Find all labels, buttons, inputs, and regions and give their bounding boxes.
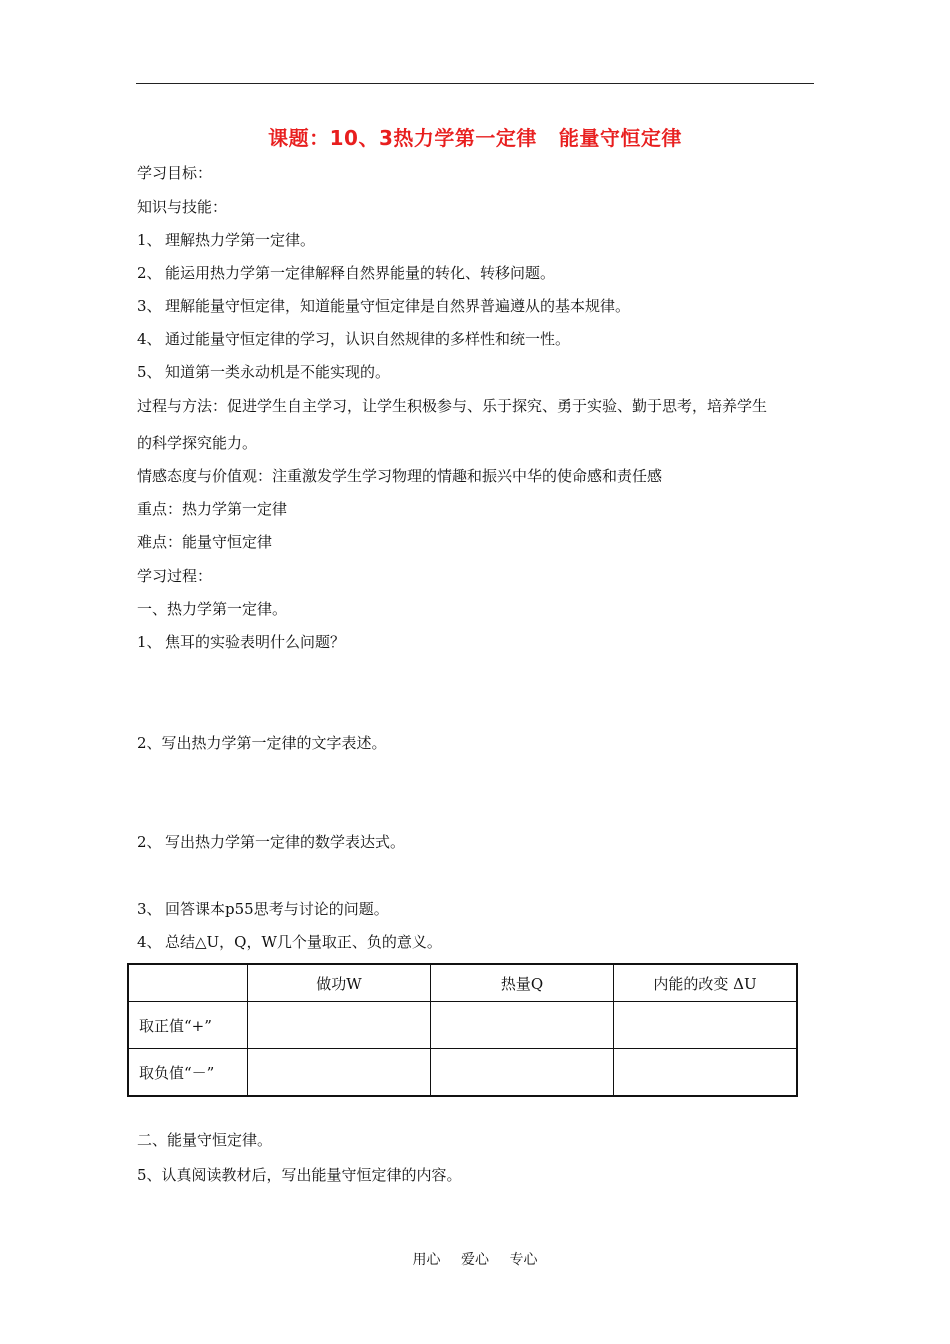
table-header-cell: 做功W xyxy=(248,964,431,1002)
item-text: 总结△U，Q，W几个量取正、负的意义。 xyxy=(165,933,442,951)
knowledge-item-3 xyxy=(137,296,630,316)
knowledge-item-5 xyxy=(137,362,390,382)
item-number: 3、 xyxy=(137,297,162,315)
lesson-title-secondary: 能量守恒定律 xyxy=(558,126,682,150)
knowledge-item-4 xyxy=(137,329,570,349)
item-number: 3、 xyxy=(137,900,162,918)
knowledge-item-2 xyxy=(137,263,555,283)
table-header-row xyxy=(128,964,797,1002)
table-header-cell: 热量Q xyxy=(431,964,614,1002)
section-heading-1: 一、热力学第一定律。 xyxy=(137,600,288,618)
footer-item: 专心 xyxy=(509,1252,538,1268)
section-heading-2: 二、能量守恒定律。 xyxy=(137,1131,273,1149)
process-method-line1: 过程与方法：促进学生自主学习，让学生积极参与、乐于探究、勇于实验、勤于思考，培养学生 xyxy=(137,397,768,415)
header-rule xyxy=(136,83,814,84)
item-text: 回答课本p55思考与讨论的问题。 xyxy=(165,900,389,918)
table-answer-cell xyxy=(248,1002,431,1049)
table-row-label: 取负值“－” xyxy=(128,1049,248,1097)
question-4 xyxy=(137,899,389,919)
item-number: 1、 xyxy=(137,231,162,249)
item-text: 理解热力学第一定律。 xyxy=(165,231,316,249)
knowledge-item-1 xyxy=(137,230,315,250)
knowledge-heading: 知识与技能： xyxy=(137,198,228,216)
item-text: 写出热力学第一定律的数学表达式。 xyxy=(165,833,406,851)
table-answer-cell xyxy=(614,1049,798,1097)
question-5 xyxy=(137,932,442,952)
item-number: 4、 xyxy=(137,933,162,951)
table-answer-cell xyxy=(431,1049,614,1097)
table-answer-cell xyxy=(614,1002,798,1049)
item-text: 理解能量守恒定律，知道能量守恒定律是自然界普遍遵从的基本规律。 xyxy=(165,297,631,315)
sign-convention-table xyxy=(127,963,798,1097)
question-2: 2、写出热力学第一定律的文字表述。 xyxy=(137,734,387,752)
footer-item: 爱心 xyxy=(461,1252,489,1268)
difficulty-point: 难点：能量守恒定律 xyxy=(137,533,273,551)
page-footer xyxy=(0,1249,950,1269)
question-6: 5、认真阅读教材后，写出能量守恒定律的内容。 xyxy=(137,1166,462,1184)
item-text: 焦耳的实验表明什么问题？ xyxy=(165,633,346,651)
key-point: 重点：热力学第一定律 xyxy=(137,500,288,518)
emotion-attitude: 情感态度与价值观：注重激发学生学习物理的情趣和振兴中华的使命感和责任感 xyxy=(137,467,663,485)
table-header-cell xyxy=(128,964,248,1002)
question-3 xyxy=(137,832,405,852)
item-text: 通过能量守恒定律的学习，认识自然规律的多样性和统一性。 xyxy=(165,330,571,348)
table-answer-cell xyxy=(248,1049,431,1097)
footer-item: 用心 xyxy=(412,1252,441,1268)
question-1 xyxy=(137,632,345,652)
lesson-title-main: 课题：10、3热力学第一定律 xyxy=(268,126,537,150)
process-method-line2: 的科学探究能力。 xyxy=(137,434,258,452)
table-row xyxy=(128,1002,797,1049)
table-header-cell: 内能的改变 ΔU xyxy=(614,964,798,1002)
table-row-label: 取正值“+” xyxy=(128,1002,248,1049)
item-text: 知道第一类永动机是不能实现的。 xyxy=(165,363,391,381)
lesson-title xyxy=(0,122,950,151)
item-number: 1、 xyxy=(137,633,162,651)
table-answer-cell xyxy=(431,1002,614,1049)
item-number: 4、 xyxy=(137,330,162,348)
item-number: 5、 xyxy=(137,363,162,381)
item-number: 2、 xyxy=(137,264,162,282)
goals-heading: 学习目标： xyxy=(137,164,213,182)
process-heading: 学习过程： xyxy=(137,567,213,585)
table-row xyxy=(128,1049,797,1097)
item-number: 2、 xyxy=(137,833,162,851)
item-text: 能运用热力学第一定律解释自然界能量的转化、转移问题。 xyxy=(165,264,556,282)
